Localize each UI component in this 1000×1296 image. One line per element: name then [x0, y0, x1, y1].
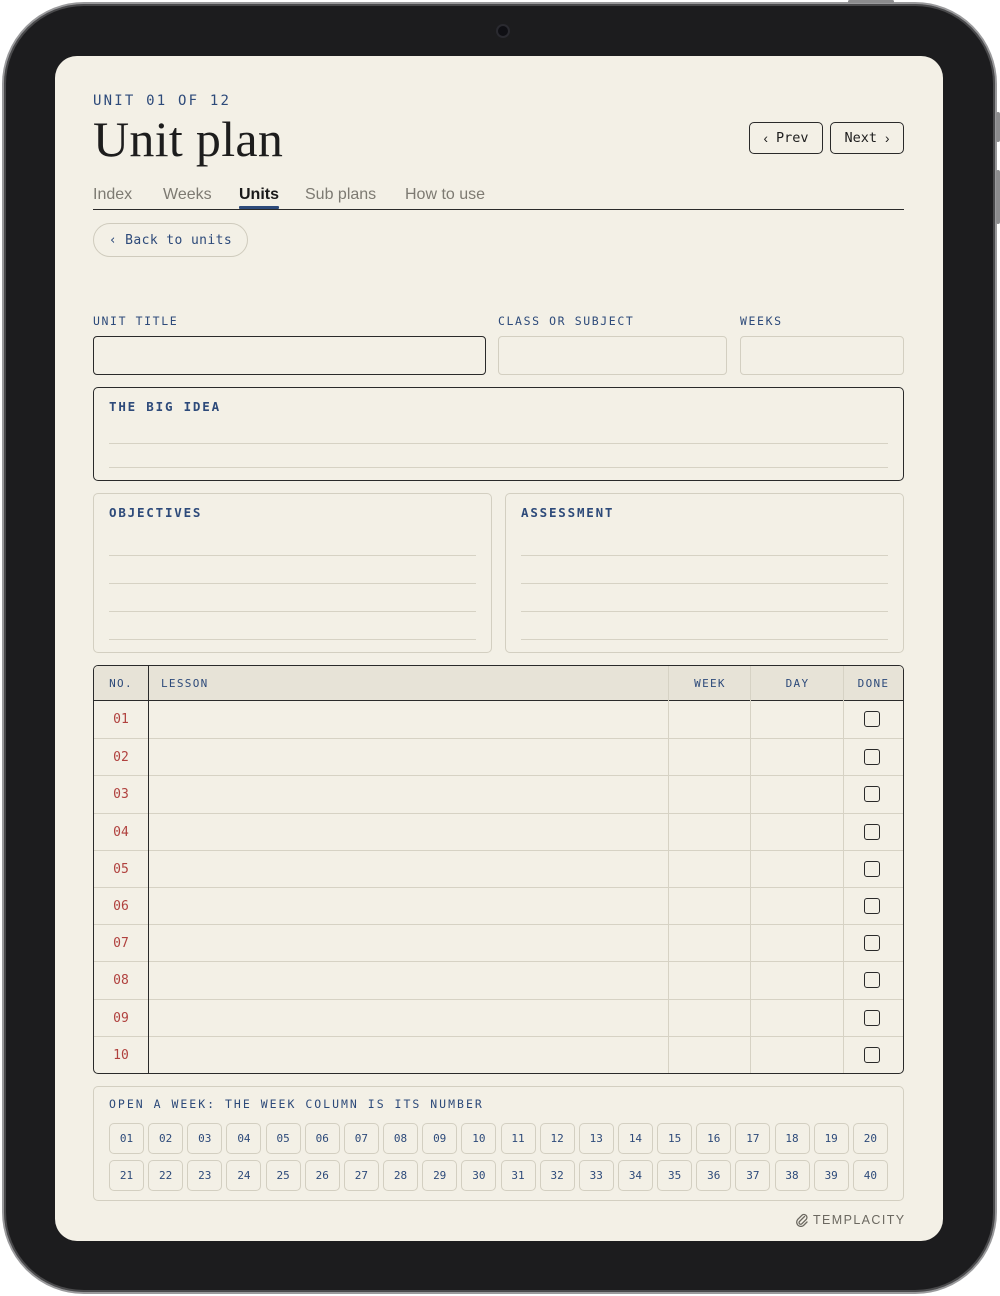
unit-title-label: UNIT TITLE: [93, 314, 179, 328]
assessment-box[interactable]: [505, 493, 904, 653]
week-chip[interactable]: 19: [814, 1123, 849, 1154]
column-header-no: NO.: [109, 677, 133, 690]
chevron-right-icon: ›: [885, 130, 890, 146]
tab-how-to-use[interactable]: How to use: [405, 186, 486, 203]
week-picker-title: OPEN A WEEK: THE WEEK COLUMN IS ITS NUMBER: [109, 1097, 484, 1111]
lesson-number: 09: [113, 1010, 129, 1026]
week-cell[interactable]: [669, 851, 750, 888]
screen: [55, 56, 943, 1241]
week-chip[interactable]: 27: [344, 1160, 379, 1191]
class-subject-label: CLASS OR SUBJECT: [498, 314, 635, 328]
lesson-cell[interactable]: [149, 888, 668, 925]
week-chip[interactable]: 21: [109, 1160, 144, 1191]
next-button-label: Next: [844, 130, 877, 146]
tab-bar: [93, 184, 904, 210]
done-checkbox[interactable]: [864, 711, 880, 727]
lesson-cell[interactable]: [149, 1037, 668, 1074]
writing-line: [521, 583, 888, 584]
done-checkbox[interactable]: [864, 786, 880, 802]
day-cell[interactable]: [751, 776, 843, 813]
lesson-number: 07: [113, 936, 129, 952]
week-chip[interactable]: 30: [461, 1160, 496, 1191]
week-cell[interactable]: [669, 925, 750, 962]
day-cell[interactable]: [751, 962, 843, 999]
day-cell[interactable]: [751, 851, 843, 888]
week-chip[interactable]: 24: [226, 1160, 261, 1191]
tab-weeks[interactable]: Weeks: [163, 186, 212, 203]
week-chip[interactable]: 38: [775, 1160, 810, 1191]
column-divider: [843, 666, 844, 1073]
next-button[interactable]: [830, 122, 904, 154]
week-chip[interactable]: 13: [579, 1123, 614, 1154]
table-row: [94, 850, 903, 887]
week-chip[interactable]: 37: [735, 1160, 770, 1191]
table-row: [94, 961, 903, 998]
weeks-input[interactable]: [740, 336, 904, 375]
week-cell[interactable]: [669, 962, 750, 999]
brand-name: TEMPLACITY: [813, 1213, 906, 1227]
week-chip[interactable]: 36: [696, 1160, 731, 1191]
writing-line: [109, 611, 476, 612]
week-chip[interactable]: 11: [501, 1123, 536, 1154]
week-chip[interactable]: 26: [305, 1160, 340, 1191]
writing-line: [109, 639, 476, 640]
done-checkbox[interactable]: [864, 824, 880, 840]
lesson-number: 01: [113, 712, 129, 727]
lesson-cell[interactable]: [149, 962, 668, 999]
tab-sub-plans[interactable]: Sub plans: [305, 186, 377, 203]
done-checkbox[interactable]: [864, 935, 880, 951]
table-row: [94, 1036, 903, 1073]
day-cell[interactable]: [751, 888, 843, 925]
week-chip[interactable]: 32: [540, 1160, 575, 1191]
chevron-left-icon: ‹: [763, 130, 768, 146]
prev-button[interactable]: [749, 122, 823, 154]
week-chip[interactable]: 33: [579, 1160, 614, 1191]
lesson-number: 05: [113, 861, 129, 877]
day-cell[interactable]: [751, 814, 843, 851]
week-chip[interactable]: 15: [657, 1123, 692, 1154]
week-chip[interactable]: 14: [618, 1123, 653, 1154]
week-chip[interactable]: 07: [344, 1123, 379, 1154]
week-chip[interactable]: 18: [775, 1123, 810, 1154]
column-header-week: WEEK: [694, 677, 726, 690]
week-chip[interactable]: 35: [657, 1160, 692, 1191]
table-row: [94, 924, 903, 961]
table-header: [94, 666, 903, 701]
done-checkbox[interactable]: [864, 972, 880, 988]
week-chip[interactable]: 02: [148, 1123, 183, 1154]
week-cell[interactable]: [669, 888, 750, 925]
unit-title-input[interactable]: [93, 336, 486, 375]
lesson-number: 02: [113, 750, 129, 766]
week-chip[interactable]: 09: [422, 1123, 457, 1154]
table-body: [94, 701, 903, 1073]
back-to-units-button[interactable]: [93, 223, 248, 257]
lesson-cell[interactable]: [149, 1000, 668, 1037]
week-cell[interactable]: [669, 814, 750, 851]
week-chip[interactable]: 25: [266, 1160, 301, 1191]
week-chip[interactable]: 23: [187, 1160, 222, 1191]
table-row: [94, 813, 903, 850]
lesson-number: 06: [113, 899, 129, 914]
writing-line: [521, 555, 888, 556]
power-button: [848, 0, 894, 3]
writing-line: [109, 555, 476, 556]
week-chip[interactable]: 04: [226, 1123, 261, 1154]
week-chip[interactable]: 16: [696, 1123, 731, 1154]
done-checkbox[interactable]: [864, 1010, 880, 1026]
page-title: Unit plan: [93, 111, 284, 167]
week-chip[interactable]: 12: [540, 1123, 575, 1154]
objectives-box[interactable]: [93, 493, 492, 653]
week-cell[interactable]: [669, 1037, 750, 1074]
day-cell[interactable]: [751, 925, 843, 962]
big-idea-title: THE BIG IDEA: [109, 399, 221, 414]
tab-index[interactable]: Index: [93, 186, 133, 203]
volume-up-button: [996, 112, 1000, 142]
table-row: [94, 999, 903, 1036]
lesson-number: 03: [113, 787, 129, 803]
week-chip[interactable]: 10: [461, 1123, 496, 1154]
table-row: [94, 701, 903, 738]
brand-mark: [795, 1213, 906, 1227]
day-cell[interactable]: [751, 1000, 843, 1037]
lesson-cell[interactable]: [149, 776, 668, 813]
week-cell[interactable]: [669, 1000, 750, 1037]
done-checkbox[interactable]: [864, 861, 880, 877]
done-checkbox[interactable]: [864, 1047, 880, 1063]
column-divider: [148, 666, 149, 1073]
table-row: [94, 738, 903, 775]
column-header-lesson: LESSON: [161, 677, 209, 690]
lesson-number: 08: [113, 973, 129, 989]
volume-down-button: [996, 170, 1000, 224]
lesson-cell[interactable]: [149, 739, 668, 776]
week-cell[interactable]: [669, 776, 750, 813]
done-checkbox[interactable]: [864, 898, 880, 914]
week-chip[interactable]: 17: [735, 1123, 770, 1154]
column-header-done: DONE: [857, 677, 890, 690]
week-chip[interactable]: 29: [422, 1160, 457, 1191]
week-picker: [93, 1086, 904, 1201]
day-cell[interactable]: [751, 701, 843, 738]
class-subject-input[interactable]: [498, 336, 727, 375]
tab-units[interactable]: Units: [239, 186, 279, 203]
week-cell[interactable]: [669, 701, 750, 738]
week-chip[interactable]: 20: [853, 1123, 888, 1154]
writing-line: [109, 583, 476, 584]
back-to-units-label: Back to units: [125, 232, 233, 248]
done-checkbox[interactable]: [864, 749, 880, 765]
prev-button-label: Prev: [775, 130, 809, 146]
week-chip[interactable]: 34: [618, 1160, 653, 1191]
camera-lens: [496, 24, 510, 38]
lesson-cell[interactable]: [149, 701, 668, 738]
chevron-left-icon: ‹: [108, 232, 118, 248]
week-chip[interactable]: 28: [383, 1160, 418, 1191]
week-chip[interactable]: 08: [383, 1123, 418, 1154]
active-tab-indicator: [239, 206, 279, 209]
writing-line: [521, 611, 888, 612]
writing-line: [109, 467, 888, 468]
table-row: [94, 887, 903, 924]
column-header-day: DAY: [785, 677, 810, 690]
lesson-number: 04: [113, 824, 129, 840]
week-chip[interactable]: 03: [187, 1123, 222, 1154]
day-cell[interactable]: [751, 739, 843, 776]
lesson-cell[interactable]: [149, 851, 668, 888]
week-chip[interactable]: 01: [109, 1123, 144, 1154]
unit-counter: UNIT 01 OF 12: [93, 93, 232, 109]
lesson-cell[interactable]: [149, 925, 668, 962]
lessons-table: [93, 665, 904, 1074]
big-idea-box[interactable]: [93, 387, 904, 481]
day-cell[interactable]: [751, 1037, 843, 1074]
week-chip[interactable]: 31: [501, 1160, 536, 1191]
weeks-label: WEEKS: [740, 314, 783, 328]
week-chip[interactable]: 39: [814, 1160, 849, 1191]
objectives-title: OBJECTIVES: [109, 505, 203, 520]
writing-line: [521, 639, 888, 640]
column-divider: [668, 666, 669, 1073]
writing-line: [109, 443, 888, 444]
assessment-title: ASSESSMENT: [521, 505, 615, 520]
column-divider: [750, 666, 751, 1073]
table-row: [94, 775, 903, 812]
week-chip[interactable]: 40: [853, 1160, 888, 1191]
week-cell[interactable]: [669, 739, 750, 776]
paperclip-icon: [795, 1213, 809, 1227]
week-chip[interactable]: 05: [266, 1123, 301, 1154]
lesson-number: 10: [113, 1047, 129, 1063]
lesson-cell[interactable]: [149, 814, 668, 851]
week-chip[interactable]: 06: [305, 1123, 340, 1154]
week-chip[interactable]: 22: [148, 1160, 183, 1191]
